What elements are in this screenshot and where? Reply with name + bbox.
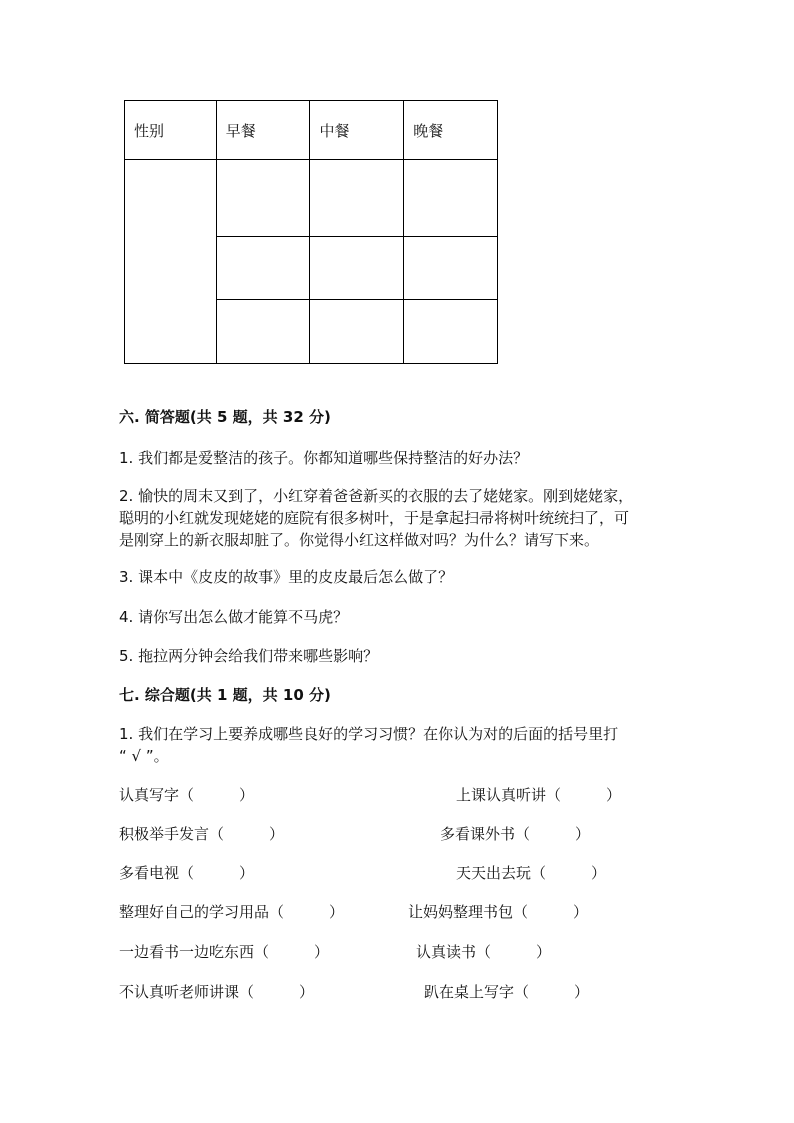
header-gender: 性别 xyxy=(125,101,217,160)
option-listen-in-class[interactable]: 上课认真听讲（ ） xyxy=(456,786,622,804)
table-cell[interactable] xyxy=(216,300,310,364)
table-cell-gender[interactable] xyxy=(125,160,217,364)
section6-question-1: 1. 我们都是爱整洁的孩子。你都知道哪些保持整洁的好办法？ xyxy=(119,449,529,467)
option-read-while-eating[interactable]: 一边看书一边吃东西（ ） xyxy=(119,943,330,961)
table-cell[interactable] xyxy=(310,160,404,237)
section6-question-4: 4. 请你写出怎么做才能算不马虎？ xyxy=(119,608,349,626)
table-row xyxy=(125,160,498,237)
section6-question-3: 3. 课本中《皮皮的故事》里的皮皮最后怎么做了？ xyxy=(119,568,454,586)
option-read-extra-books[interactable]: 多看课外书（ ） xyxy=(440,825,591,843)
question-1-line: 1. 我们在学习上要养成哪些良好的学习习惯？在你认为对的后面的括号里打 xyxy=(119,725,619,743)
option-read-carefully[interactable]: 认真读书（ ） xyxy=(416,943,552,961)
meal-table xyxy=(124,100,498,364)
header-dinner: 晚餐 xyxy=(404,101,498,160)
option-watch-tv[interactable]: 多看电视（ ） xyxy=(119,864,255,882)
section6-question-5: 5. 拖拉两分钟会给我们带来哪些影响？ xyxy=(119,647,379,665)
table-cell[interactable] xyxy=(310,300,404,364)
table-cell[interactable] xyxy=(310,237,404,300)
table-cell[interactable] xyxy=(404,300,498,364)
table-cell[interactable] xyxy=(216,237,310,300)
header-lunch: 中餐 xyxy=(310,101,404,160)
table-header-row xyxy=(125,101,498,160)
question-2-line: 聪明的小红就发现姥姥的庭院有很多树叶，于是拿起扫帚将树叶统统扫了，可 xyxy=(119,509,630,527)
option-mom-packs-bag[interactable]: 让妈妈整理书包（ ） xyxy=(408,903,589,921)
option-go-out-play[interactable]: 天天出去玩（ ） xyxy=(456,864,607,882)
option-not-listening[interactable]: 不认真听老师讲课（ ） xyxy=(119,983,315,1001)
table-cell[interactable] xyxy=(404,160,498,237)
question-2-line: 2. 愉快的周末又到了，小红穿着爸爸新买的衣服的去了姥姥家。刚到姥姥家， xyxy=(119,487,634,505)
question-1-line: “ √ ”。 xyxy=(119,747,169,765)
section7-title: 七. 综合题(共 1 题，共 10 分) xyxy=(119,686,331,704)
table-cell[interactable] xyxy=(216,160,310,237)
section6-question-2 xyxy=(119,485,675,551)
option-organize-supplies[interactable]: 整理好自己的学习用品（ ） xyxy=(119,903,345,921)
table-cell[interactable] xyxy=(404,237,498,300)
section6-title: 六. 简答题(共 5 题，共 32 分) xyxy=(119,408,331,426)
header-breakfast: 早餐 xyxy=(216,101,310,160)
question-2-line: 是刚穿上的新衣服却脏了。你觉得小红这样做对吗？为什么？请写下来。 xyxy=(119,531,600,549)
option-careful-writing[interactable]: 认真写字（ ） xyxy=(119,786,255,804)
option-raise-hand[interactable]: 积极举手发言（ ） xyxy=(119,825,285,843)
option-write-lying-on-desk[interactable]: 趴在桌上写字（ ） xyxy=(424,983,590,1001)
section7-question-1 xyxy=(119,723,675,767)
